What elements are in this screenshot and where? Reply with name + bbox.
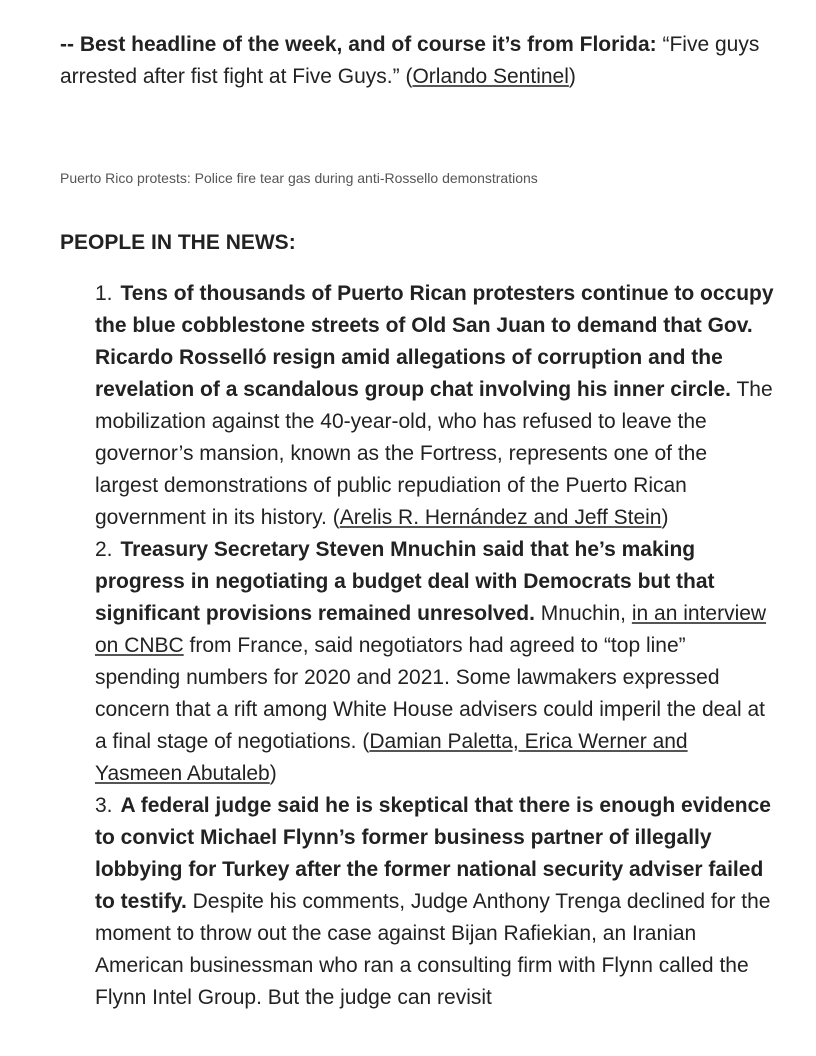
video-caption: Puerto Rico protests: Police fire tear gas during anti-Rossello demonstrations	[60, 170, 538, 186]
news-item-number: 3.	[95, 794, 113, 817]
news-item-body-continued: from France, said negotiators had agreed to “top line” spending numbers for 2020 and 2021. Some lawmakers expressed concern that a rift among White House advisers could imperil the deal at a final stage of negotiations. (	[95, 634, 766, 753]
news-item-tail: )	[661, 506, 669, 529]
news-item-number: 2.	[95, 538, 113, 561]
news-item-summary: Treasury Secretary Steven Mnuchin said that he’s making progress in negotiating a budget deal with Democrats but that significant provisions remained unresolved.	[95, 538, 715, 625]
author-link-hernandez-stein[interactable]: Arelis R. Hernández and Jeff Stein	[339, 506, 662, 529]
best-headline-paragraph	[60, 29, 766, 93]
news-item-body: Mnuchin,	[534, 602, 632, 625]
news-item-body: Despite his comments, Judge Anthony Trenga declined for the moment to throw out the case against Bijan Rafiekian, an Iranian American businessman who ran a consulting firm with Flynn called the Flynn Intel Group. But the judge can revisit	[95, 890, 771, 1009]
news-item-2	[95, 534, 775, 790]
section-title: PEOPLE IN THE NEWS:	[60, 231, 296, 254]
news-item-summary: A federal judge said he is skeptical that there is enough evidence to convict Michael Flynn’s former business partner of illegally lobbying for Turkey after the former national security adviser failed to testify.	[95, 794, 771, 913]
news-item-1	[95, 278, 775, 534]
best-headline-label: -- Best headline of the week, and of course it’s from Florida:	[60, 33, 657, 56]
cnbc-interview-link[interactable]: in an interview on CNBC	[95, 602, 767, 657]
author-link-paletta-werner-abutaleb[interactable]: Damian Paletta, Erica Werner and Yasmeen Abutaleb	[95, 730, 688, 785]
news-item-summary: Tens of thousands of Puerto Rican protesters continue to occupy the blue cobblestone streets of Old San Juan to demand that Gov. Ricardo Rosselló resign amid allegations of corruption and the revelation of a scandalous group chat involving his inner circle.	[95, 282, 774, 401]
news-item-tail: )	[269, 762, 277, 785]
best-headline-close: )	[568, 65, 576, 88]
news-item-3	[95, 790, 775, 1014]
news-list	[95, 278, 775, 1014]
news-item-body: The mobilization against the 40-year-old, who has refused to leave the governor’s mansion, known as the Fortress, represents one of the largest demonstrations of public repudiation of the Puerto Rican government in its history. (	[95, 378, 773, 529]
orlando-sentinel-link[interactable]: Orlando Sentinel	[412, 65, 569, 88]
best-headline-quote: “Five guys arrested after fist fight at Five Guys.” (	[60, 33, 760, 88]
news-item-number: 1.	[95, 282, 113, 305]
